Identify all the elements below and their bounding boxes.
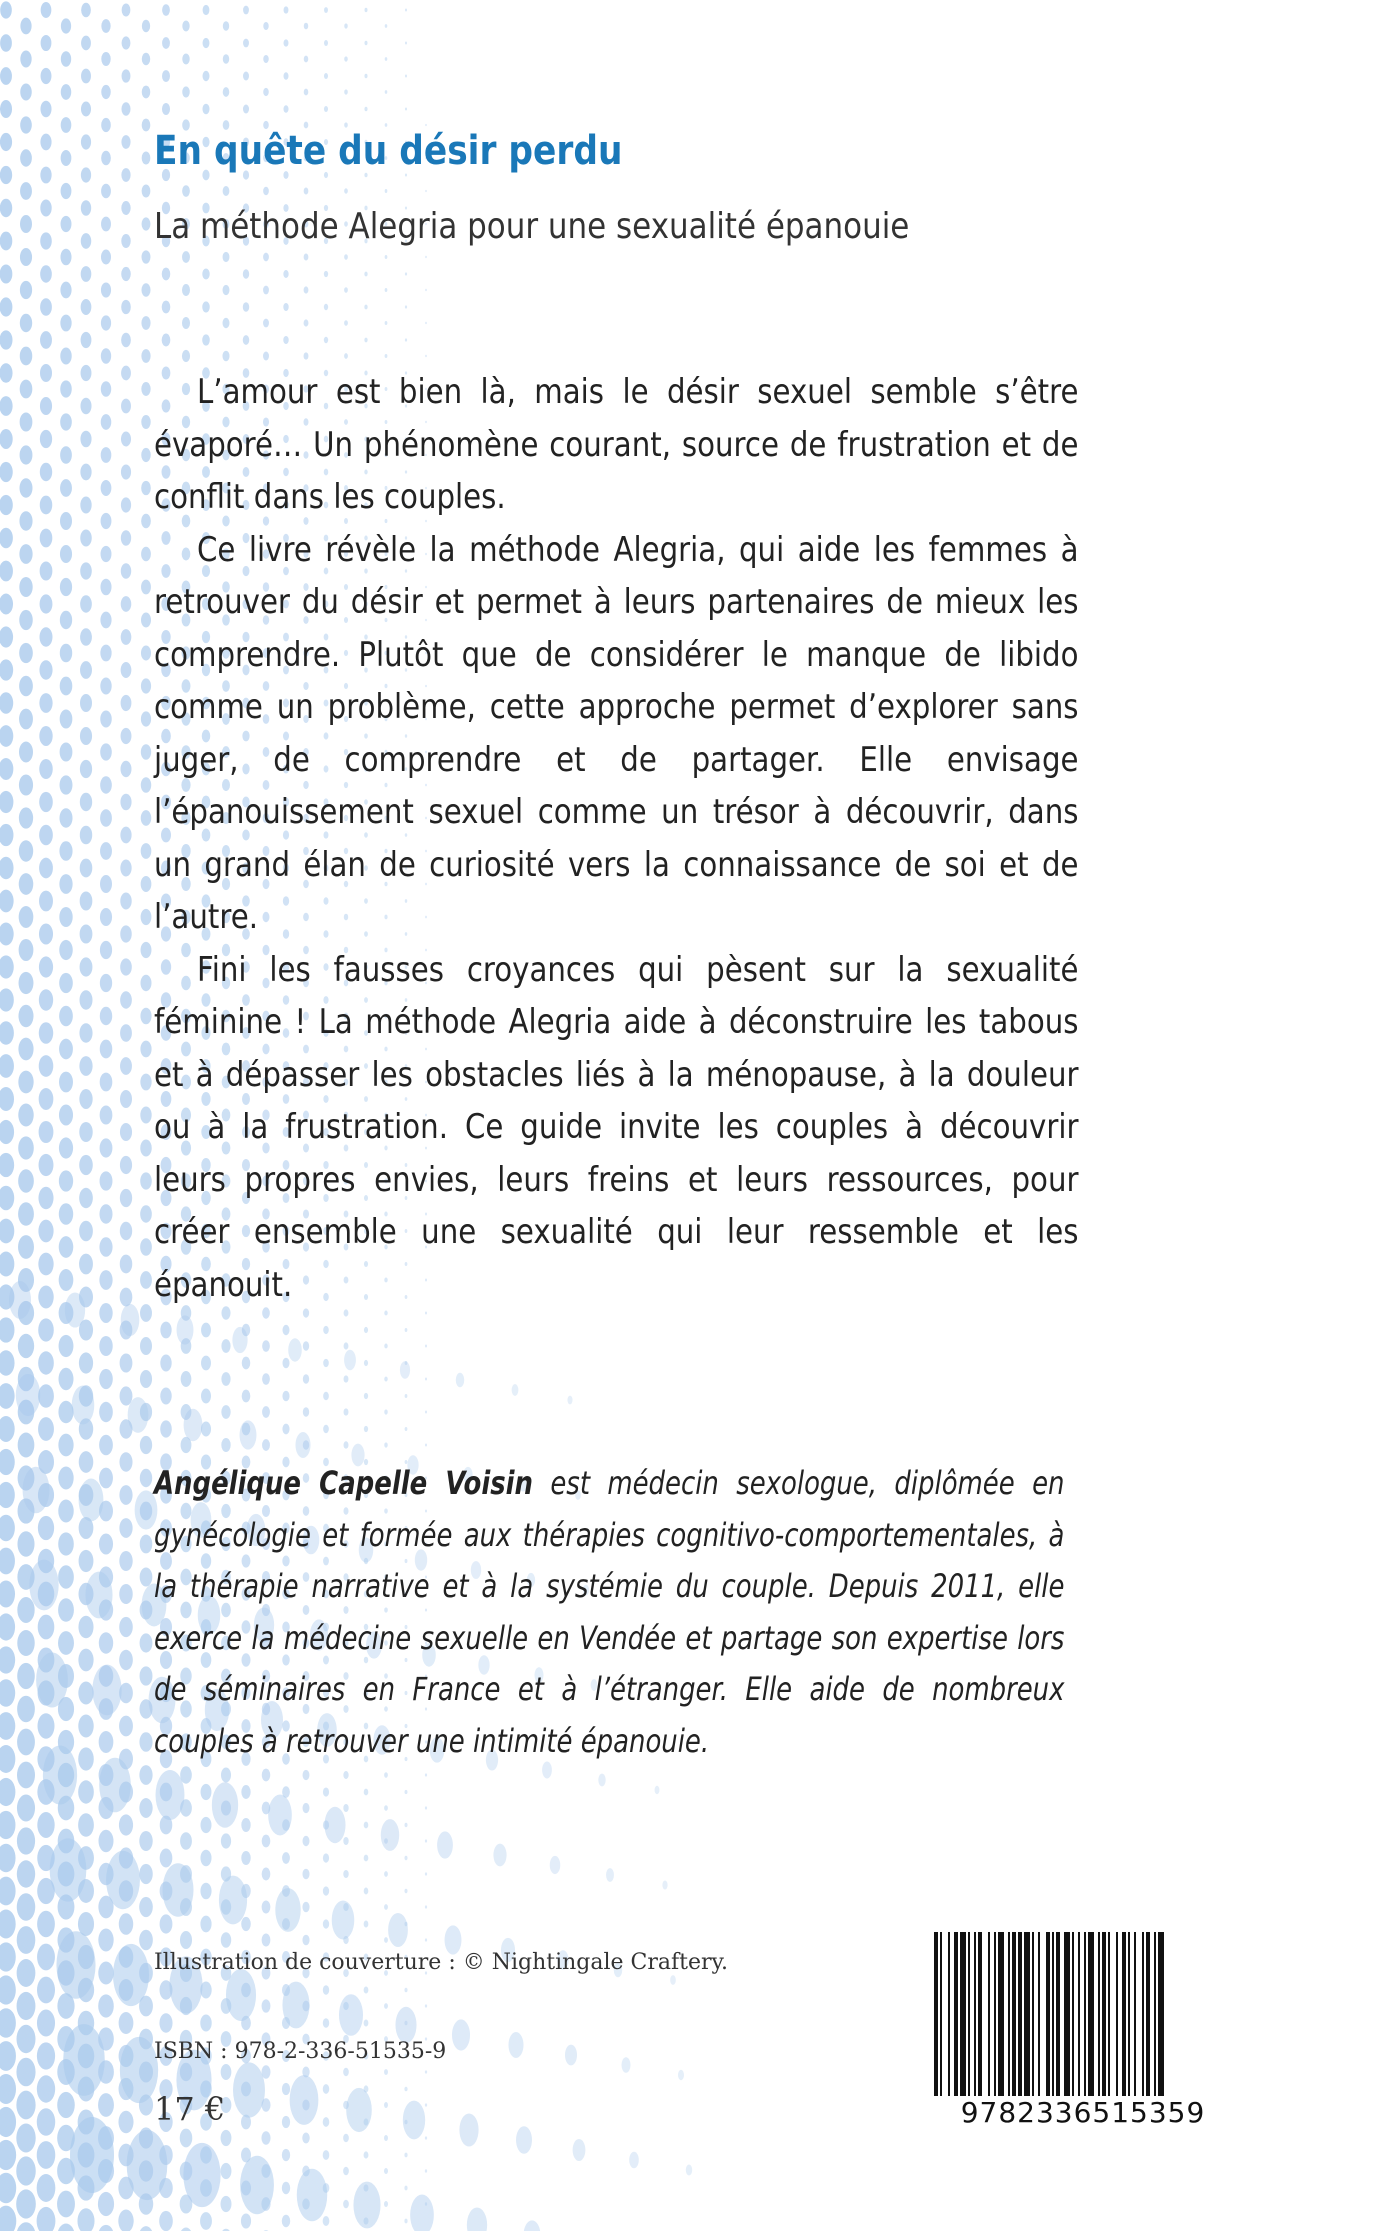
blurb-paragraph: L’amour est bien là, mais le désir sexuel semble s’être évaporé… Un phénomène courant, source de frustration et de conflit dans les couples. <box>154 372 1079 517</box>
barcode-bar <box>994 1932 996 2096</box>
barcode-bar <box>1102 1932 1106 2096</box>
barcode-bar <box>1038 1932 1040 2096</box>
barcode <box>930 1928 1236 2138</box>
barcode-bar <box>948 1932 950 2096</box>
barcode-bar <box>988 1932 990 2096</box>
book-title: En quête du désir perdu <box>154 128 623 174</box>
barcode-bar <box>1122 1932 1126 2096</box>
barcode-digits: 9782336515359 <box>930 2096 1236 2129</box>
barcode-bar <box>978 1932 982 2096</box>
barcode-bar <box>998 1932 1004 2096</box>
barcode-bar <box>1146 1932 1150 2096</box>
barcode-bar <box>974 1932 976 2096</box>
barcode-bar <box>1018 1932 1022 2096</box>
barcode-bar <box>1158 1932 1164 2108</box>
isbn: ISBN : 978-2-336-51535-9 <box>154 2039 447 2064</box>
barcode-bar <box>934 1932 938 2108</box>
barcode-bar <box>1108 1932 1110 2096</box>
barcode-bar <box>1116 1932 1118 2096</box>
barcode-bar <box>1078 1932 1080 2096</box>
barcode-bar <box>1084 1932 1086 2096</box>
blurb <box>154 366 1079 1311</box>
barcode-bar <box>1008 1932 1010 2096</box>
barcode-bar <box>1134 1932 1136 2096</box>
barcode-bar <box>1128 1932 1130 2096</box>
barcode-bar <box>1098 1932 1100 2096</box>
barcode-bar <box>1142 1932 1144 2096</box>
book-subtitle: La méthode Alegria pour une sexualité épanouie <box>154 206 910 247</box>
barcode-bar <box>940 1932 942 2108</box>
blurb-paragraph: Ce livre révèle la méthode Alegria, qui aide les femmes à retrouver du désir et permet à leurs partenaires de mieux les comprendre. Plutôt que de considérer le manque de libido comme un problème, cette approche permet d’explorer sans juger, de comprendre et de partager. Elle envisage l’épanouissement sexuel comme un trésor à découvrir, dans un grand élan de curiosité vers la connaissance de soi et de l’autre. <box>154 529 1079 937</box>
barcode-bar <box>960 1932 966 2096</box>
author-bio <box>154 1458 1064 1767</box>
barcode-bar <box>968 1932 970 2096</box>
price: 17 € <box>154 2090 226 2128</box>
blurb-paragraph: Fini les fausses croyances qui pèsent sur la sexualité féminine ! La méthode Alegria aide à déconstruire les tabous et à dépasser les obstacles liés à la ménopause, à la douleur ou à la frustration. Ce guide invite les couples à découvrir leurs propres envies, leurs freins et leurs ressources, pour créer ensemble une sexualité qui leur ressemble et les épanouit. <box>154 949 1079 1305</box>
barcode-bar <box>1046 1932 1050 2096</box>
barcode-bar <box>1012 1932 1016 2096</box>
barcode-bar <box>1052 1932 1054 2108</box>
barcode-bar <box>954 1932 958 2096</box>
barcode-bar <box>1024 1932 1030 2096</box>
barcode-bar <box>1072 1932 1074 2096</box>
barcode-bars <box>930 1928 1236 2108</box>
barcode-bar <box>1056 1932 1060 2108</box>
barcode-bar <box>1154 1932 1156 2108</box>
author-bio-text: est médecin sexologue, diplômée en gynécologie et formée aux thérapies cognitivo-comportementales, à la thérapie narrative et à la systémie du couple. Depuis 2011, elle exerce la médecine sexuelle en Vendée et partage son expertise lors de séminaires en France et à l’étranger. Elle aide de nombreux couples à retrouver une intimité épanouie. <box>154 1464 1065 1760</box>
author-name: Angélique Capelle Voisin <box>154 1464 533 1502</box>
barcode-bar <box>1088 1932 1094 2096</box>
barcode-bar <box>1064 1932 1070 2096</box>
barcode-bar <box>1032 1932 1034 2096</box>
illustration-credit: Illustration de couverture : © Nightingale Craftery. <box>154 1950 729 1975</box>
